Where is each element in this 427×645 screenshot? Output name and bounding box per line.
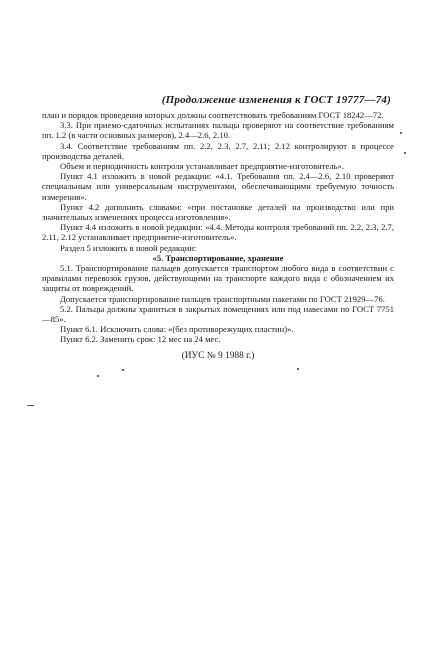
paragraph-6-2: Пункт 6.2. Заменить срок: 12 мес на 24 мес. [60, 334, 221, 345]
paragraph-4-1: Пункт 4.1 изложить в новой редакции: «4.1. Требования пп. 2.4—2.6, 2.10 проверяют специальным или универсальным инструментами, обеспечивающими требуемую точность измерения». [42, 171, 394, 202]
paragraph-continuation: план и порядок проведения которых должны соответствовать требованиям ГОСТ 18242—72. [42, 110, 384, 120]
paragraph-4-4: Пункт 4.4 изложить в новой редакции: «4.4. Методы контроля требований пп. 2.2, 2.3, 2.7, 2.11, 2.12 устанавливает предприятие-изготовитель». [42, 222, 394, 243]
paragraph-control-scope: Объем и периодичность контроля устанавливает предприятие-изготовитель». [60, 161, 344, 172]
paragraph-5-1: 5.1. Транспортирование пальцев допускается транспортом любого вида в соответствии с правилами перевозок грузов, действующими на транспорте каждого вида с обозначением их защиты от повреждений. [42, 263, 394, 294]
page-header: (Продолжение изменения к ГОСТ 19777—74) [161, 94, 391, 106]
paragraph-6-1: Пункт 6.1. Исключить слова: «(без противорежущих пластин)». [60, 324, 294, 335]
scan-speck [97, 375, 99, 377]
scan-mark [27, 405, 34, 406]
document-body [42, 110, 394, 361]
paragraph-3-3: 3.3. При приемо-сдаточных испытаниях пальцы проверяют на соответствие требованиям пп. 1.2 (в части основных размеров), 2.4—2.6, 2.10. [42, 120, 394, 141]
scan-speck [297, 368, 299, 370]
paragraph-4-2: Пункт 4.2 дополнить словами: «при постановке деталей на производство или при значительных изменениях процесса изготовления». [42, 201, 394, 223]
footer-reference: (ИУС № 9 1988 г.) [181, 350, 255, 361]
scan-speck [400, 132, 402, 134]
scan-speck [404, 152, 406, 154]
section-title: «5. Транспортирование, хранение [152, 252, 284, 263]
paragraph-5-2: 5.2. Пальцы должны храниться в закрытых помещениях или под навесами по ГОСТ 7751—85». [42, 303, 394, 325]
scan-speck [122, 369, 124, 371]
paragraph-3-4: 3.4. Соответствие требованиям пп. 2.2, 2.3, 2.7, 2.11; 2.12 контролируют в процессе производства деталей. [42, 140, 394, 161]
paragraph-section-5-intro: Раздел 5 изложить в новой редакции: [60, 242, 197, 253]
paragraph-packages: Допускается транспортирование пальцев транспортными пакетами по ГОСТ 21929—76. [60, 293, 385, 304]
